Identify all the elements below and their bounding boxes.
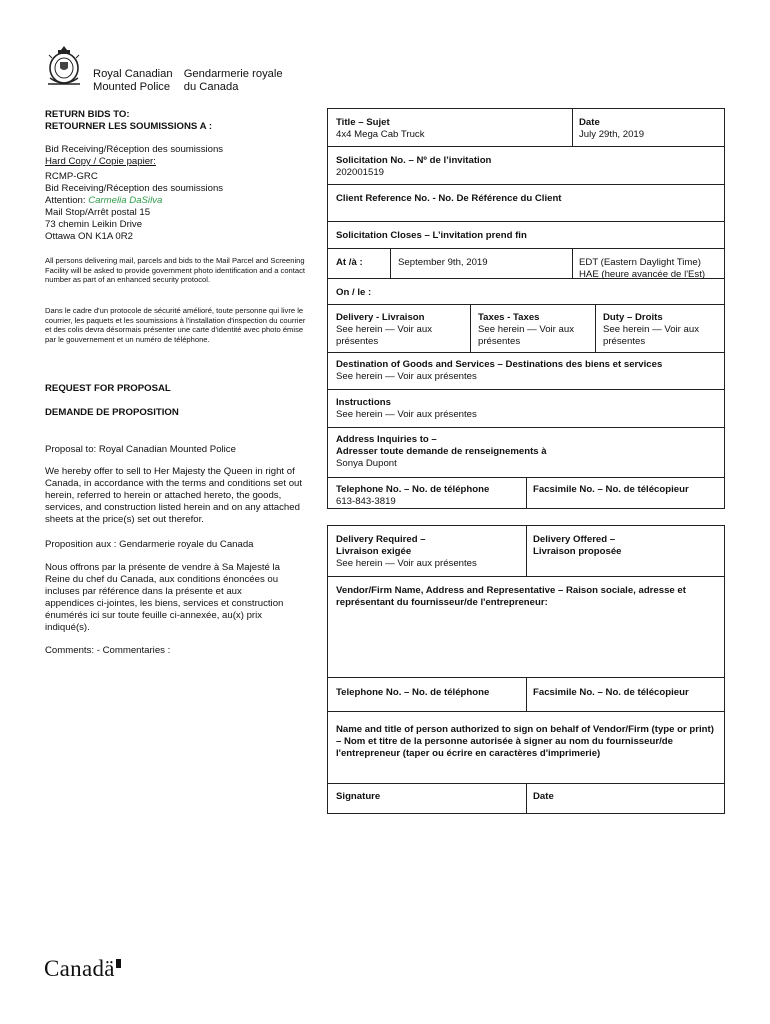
duty-value: See herein — Voir aux présentes <box>603 323 699 347</box>
address-line-1: RCMP-GRC <box>45 171 98 182</box>
telephone-value: 613-843-3819 <box>336 495 396 507</box>
destination-value: See herein — Voir aux présentes <box>336 370 477 382</box>
offer-text-en: We hereby offer to sell to Her Majesty the Queen in right of Canada, in accordance with the terms and conditions set out herein, referred to herein or attached hereto, the goods, services, and construction listed herein and on any attached sheets at the price(s) set out therefor. <box>45 466 303 525</box>
vendor-telephone-label: Telephone No. – No. de téléphone <box>336 687 490 698</box>
delivery-value: See herein — Voir aux présentes <box>336 323 432 347</box>
security-notice-fr: Dans le cadre d'un protocole de sécurité amélioré, toute personne qui livre le courrier, les paquets et les soumissions à l'installation d'inspection du courrier et des colis devra désormais présenter une carte d'identité avec photo émise par le gouvernement et un numéro de téléphone. <box>45 306 306 344</box>
date-label: Date <box>579 117 600 128</box>
delivery-required-label-1: Delivery Required – <box>336 534 426 545</box>
attention-label: Attention: <box>45 195 86 206</box>
solicitation-closes-label: Solicitation Closes – L’invitation prend fin <box>336 230 527 241</box>
rcmp-crest-icon <box>44 44 84 90</box>
authorized-person-field[interactable] <box>330 721 722 782</box>
taxes-label: Taxes - Taxes <box>478 312 540 323</box>
vendor-form <box>327 525 725 814</box>
telephone-label: Telephone No. – No. de téléphone <box>336 484 490 495</box>
rfp-heading-en: REQUEST FOR PROPOSAL <box>45 383 171 394</box>
solicitation-form <box>327 108 725 509</box>
title-value: 4x4 Mega Cab Truck <box>336 128 425 140</box>
proposition-aux: Proposition aux : Gendarmerie royale du Canada <box>45 539 254 550</box>
address-line-4: 73 chemin Leikin Drive <box>45 219 143 230</box>
canada-wordmark <box>44 955 121 984</box>
signature-label: Signature <box>336 791 381 802</box>
signature-date-field[interactable] <box>527 788 723 812</box>
instructions-label: Instructions <box>336 397 391 408</box>
agency-en-line-1: Royal Canadian <box>93 68 173 80</box>
date-value: July 29th, 2019 <box>579 128 645 140</box>
delivery-required-label-2: Livraison exigée <box>336 545 412 557</box>
on-label: On / le : <box>336 287 372 298</box>
delivery-offered-label-2: Livraison proposée <box>533 545 622 557</box>
solicitation-no-value: 202001519 <box>336 166 385 178</box>
signature-field[interactable] <box>330 788 524 812</box>
rfp-heading-fr: DEMANDE DE PROPOSITION <box>45 407 179 418</box>
delivery-offered-label-1: Delivery Offered – <box>533 534 616 545</box>
inquiries-contact: Sonya Dupont <box>336 457 397 469</box>
vendor-field[interactable] <box>330 582 722 676</box>
vendor-label: Vendor/Firm Name, Address and Representative – Raison sociale, adresse et représentant du fournisseur/de l'entrepreneur: <box>336 585 686 608</box>
title-label: Title – Sujet <box>336 117 390 128</box>
security-notice-en: All persons delivering mail, parcels and bids to the Mail Parcel and Screening Facility will be asked to provide government photo identification and a contact number as part of an enhanced security protocol. <box>45 256 306 285</box>
return-bids-fr: RETOURNER LES SOUMISSIONS A : <box>45 121 213 132</box>
comments-label: Comments: - Commentaries : <box>45 645 171 656</box>
facsimile-label: Facsimile No. – No. de télécopieur <box>533 484 689 495</box>
inquiries-label-1: Address Inquiries to – <box>336 434 437 445</box>
instructions-value: See herein — Voir aux présentes <box>336 408 477 420</box>
duty-label: Duty – Droits <box>603 312 663 323</box>
flag-icon <box>116 959 121 968</box>
delivery-label: Delivery - Livraison <box>336 312 425 323</box>
client-reference-label: Client Reference No. - No. De Référence du Client <box>336 193 562 204</box>
address-line-5: Ottawa ON K1A 0R2 <box>45 231 133 242</box>
signature-date-label: Date <box>533 791 554 802</box>
address-line-2: Bid Receiving/Réception des soumissions <box>45 183 224 194</box>
canada-wordmark-text: Canadä <box>44 956 115 981</box>
timezone-en: EDT (Eastern Daylight Time) <box>579 257 701 268</box>
hard-copy-label: Hard Copy / Copie papier: <box>45 156 156 167</box>
attention-name: Carmelia DaSilva <box>88 195 163 206</box>
attention-line <box>45 195 307 207</box>
agency-name <box>93 68 283 94</box>
vendor-facsimile-label: Facsimile No. – No. de télécopieur <box>533 687 689 698</box>
timezone-fr: HAE (heure avancée de l'Est) <box>579 268 706 280</box>
closing-date-value: September 9th, 2019 <box>398 257 488 268</box>
offer-text-fr: Nous offrons par la présente de vendre à Sa Majesté la Reine du chef du Canada, aux conditions énoncées ou incluses par référence dans la présente et aux appendices ci-jointes, les biens, services et construction énumérés ici sur toute feuille ci-annexée, au(x) prix indiqué(s). <box>45 562 284 633</box>
destination-label: Destination of Goods and Services – Destinations des biens et services <box>336 359 663 370</box>
vendor-telephone-field[interactable] <box>330 684 524 710</box>
vendor-facsimile-field[interactable] <box>527 684 723 710</box>
address-line-3: Mail Stop/Arrêt postal 15 <box>45 207 151 218</box>
bid-receiving: Bid Receiving/Réception des soumissions <box>45 144 224 155</box>
agency-en-line-2: Mounted Police <box>93 81 171 93</box>
authorized-person-label: Name and title of person authorized to sign on behalf of Vendor/Firm (type or print) – Nom et titre de la personne autorisée à signer au nom du fournisseur/de l'entrepreneur (taper ou écrire en caractères d'imprimerie) <box>336 724 714 759</box>
at-label: At /à : <box>336 257 363 268</box>
taxes-value: See herein — Voir aux présentes <box>478 323 574 347</box>
return-bids-en: RETURN BIDS TO: <box>45 109 130 120</box>
inquiries-label-2: Adresser toute demande de renseignements à <box>336 445 547 457</box>
solicitation-no-label: Solicitation No. – Nº de l’invitation <box>336 155 492 166</box>
delivery-required-value: See herein — Voir aux présentes <box>336 557 477 569</box>
agency-fr-line-1: Gendarmerie royale <box>183 68 283 80</box>
proposal-to: Proposal to: Royal Canadian Mounted Police <box>45 444 236 455</box>
agency-fr-line-2: du Canada <box>183 81 239 93</box>
